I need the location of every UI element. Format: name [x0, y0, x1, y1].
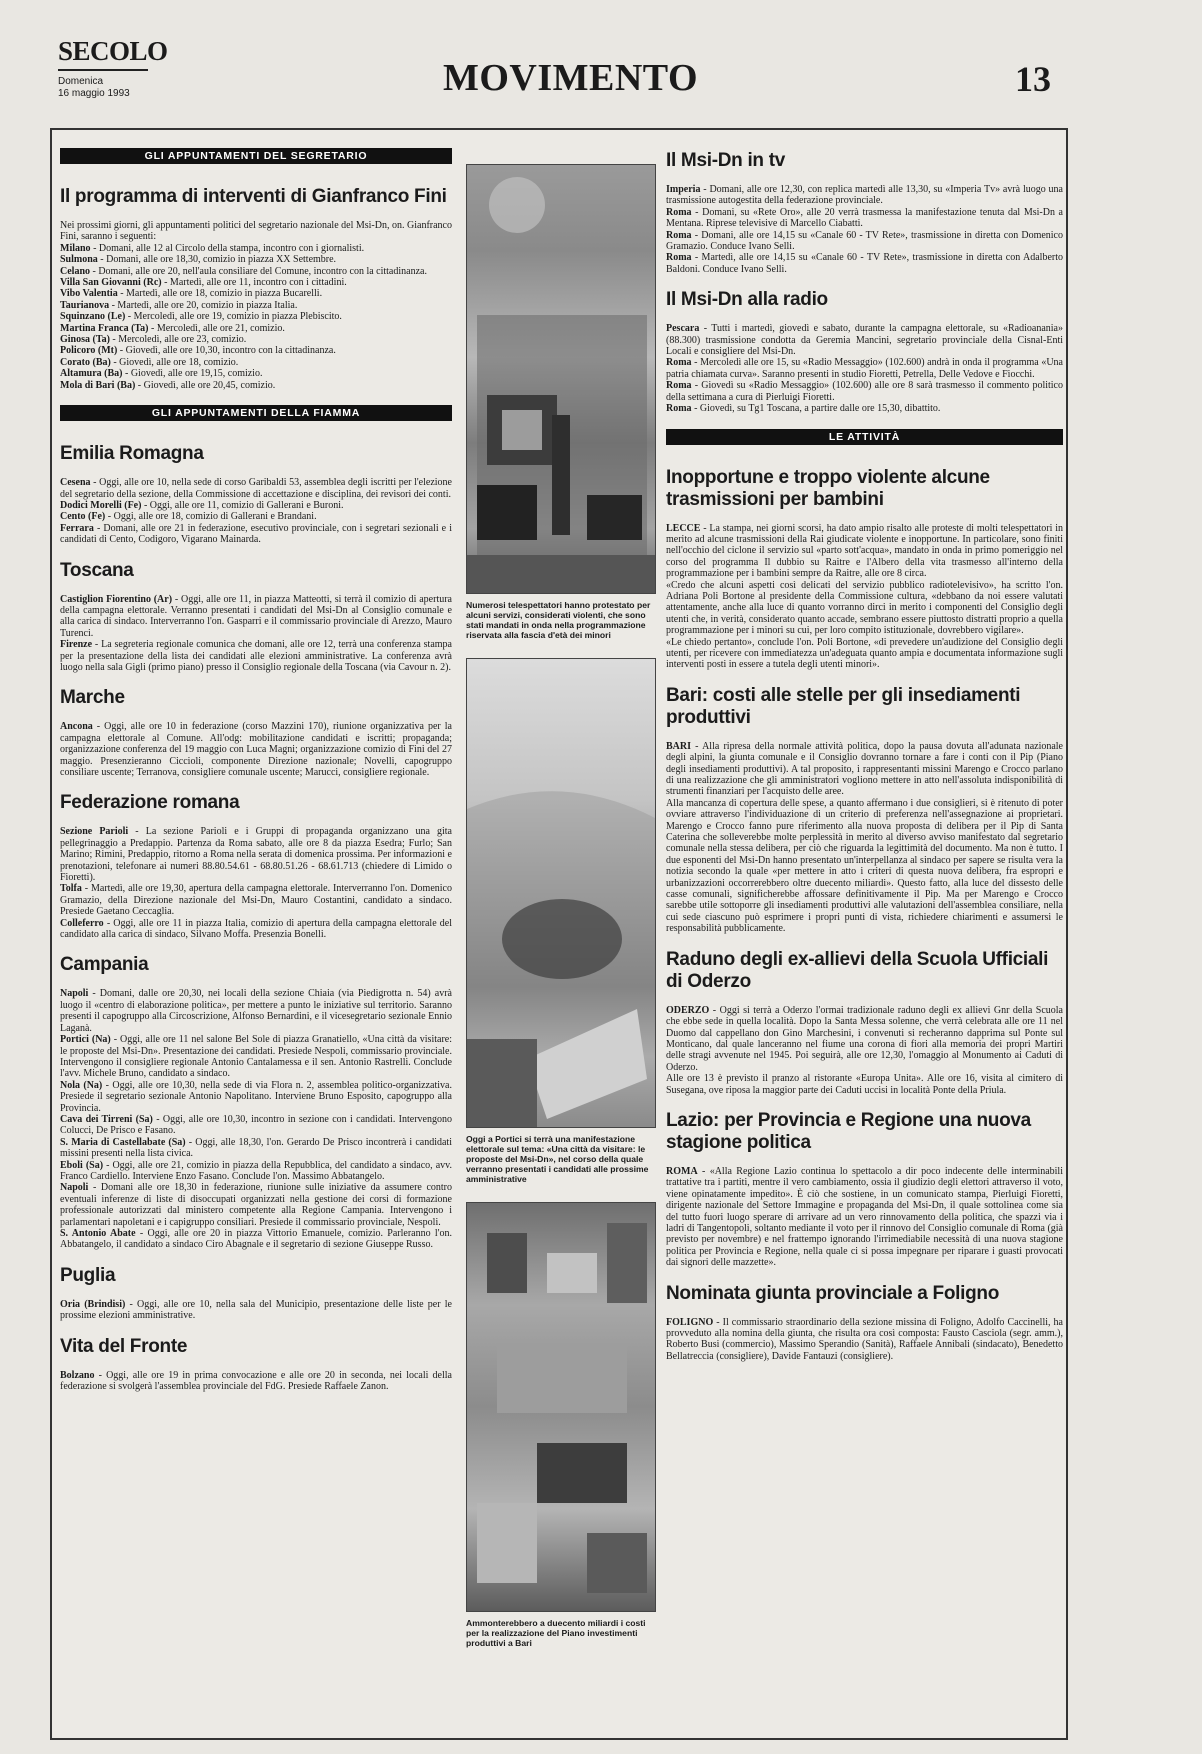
- paragraph: [666, 1073, 1063, 1096]
- paragraph-text: - Giovedì, alle ore 19,15, comizio.: [122, 368, 263, 380]
- paragraph: [60, 380, 452, 391]
- paragraph: [666, 523, 1063, 580]
- article-title: Il programma di interventi di Gianfranco Fini: [60, 186, 447, 207]
- paragraph: [60, 277, 452, 288]
- paragraph-text: - Domani alle ore 18,30 in federazione, riunione sulle iniziative da assumere contro eventuali inferenze di liste di disoccupati organizzati nella gestione dei corsi di formazione professionale autorizzati dal ministero competente alla Regione Campania. Intervengono i parlamentari napoletani e i capigruppo consiliari. Presiede il commissario provinciale, Nespoli.: [60, 1182, 452, 1228]
- tv-camera-photo: [466, 164, 656, 594]
- paragraph: [60, 357, 452, 368]
- paragraph-text: - Oggi, alle ore 19 in prima convocazione e alle ore 20 in seconda, nei locali della federazione si svolgerà l'assemblea provinciale del FdG. Presiede Raffaele Zanon.: [60, 1369, 452, 1393]
- region-heading: Federazione romana: [60, 792, 240, 814]
- paragraph-lead: Napoli: [60, 988, 89, 1000]
- region-items: [60, 1370, 452, 1393]
- paragraph-text: - Martedì, alle ore 18, comizio in piazza Bucarelli.: [117, 288, 323, 300]
- paragraph-text: «Credo che alcuni aspetti così delicati del servizio pubblico radiotelevisivo», ha scritto l'on. Adriana Poli Bortone al presidente della Commissione cultura, «debbano da noi essere valutati attentamente, anche alla luce di quanto vorranno dirci in merito i componenti del Consiglio degli utenti che, in verità, considerato quanto accade, sembrano essere piuttosto distratti proprio a quella programmazione per i minori su cui, per loro compito istituzionale, dovrebbero vigilare».: [666, 579, 1063, 637]
- paragraph: [666, 357, 1063, 380]
- paragraph-text: - Giovedì, su Tg1 Toscana, a partire dalle ore 15,30, dibattito.: [691, 403, 941, 415]
- paragraph: [60, 243, 452, 254]
- paragraph-text: - «Alla Regione Lazio continua lo spettacolo a dir poco indecente delle interminabili trattative tra i partiti, mentre il vero cambiamento, ossia il giudizio degli elettori attraverso il voto, viene opinatamente impedito». È ciò che sostiene, in un comunicato stampa, Pierluigi Fioretti, dirigente nazionale del Settore Immagine e propaganda del Msi-Dn, il quale sottolinea come sia del tutto fuori luogo sperare di arrivare ad un vero rinnovamento della politica, che spazzi via i ladri di Tangentopoli, soltanto mediante il voto per il rinnovo del Consiglio comunale di Roma (già previsto per novembre) e nel frattempo ignorando l'irrimediabile necessità di una nuova stagione politica per Provincia e Regione, nella quale ci si possa impegnare per riparare i guasti provocati dai signori delle mazzette».: [666, 1165, 1063, 1269]
- region-heading: Emilia Romagna: [60, 443, 204, 465]
- paragraph: [666, 323, 1063, 357]
- right-column: [666, 148, 1063, 1728]
- paragraph-text: Alle ore 13 è previsto il pranzo al ristorante «Europa Unita». Alle ore 16, visita al cimitero di Susegana, ove riposa la maggior parte dei Caduti uccisi in località Ponte della Priula.: [666, 1073, 1063, 1096]
- paragraph: [666, 230, 1063, 253]
- paragraph-lead: Celano: [60, 265, 90, 277]
- paragraph-lead: S. Maria di Castellabate (Sa): [60, 1136, 186, 1148]
- paragraph: [60, 988, 452, 1034]
- page-frame: [50, 128, 1068, 1740]
- paragraph: [60, 1299, 452, 1322]
- paragraph-lead: FOLIGNO: [666, 1316, 714, 1328]
- paragraph: [666, 403, 1063, 414]
- paragraph-lead: Colleferro: [60, 917, 104, 929]
- paragraph: [666, 207, 1063, 230]
- paragraph-text: - Martedì, alle ore 20, comizio in piazza Italia.: [109, 299, 298, 311]
- section-band: GLI APPUNTAMENTI DELLA FIAMMA: [60, 405, 452, 421]
- paragraph: [60, 511, 452, 522]
- region-items: [60, 477, 452, 545]
- paragraph: [666, 580, 1063, 637]
- paragraph-lead: Dodici Morelli (Fe): [60, 499, 142, 511]
- paragraph: [60, 918, 452, 941]
- paragraph: [60, 323, 452, 334]
- paragraph-text: - Giovedì, alle ore 10,30, incontro con la cittadinanza.: [117, 345, 336, 357]
- region-heading: Puglia: [60, 1264, 116, 1286]
- paragraph: [60, 334, 452, 345]
- paragraph-lead: Mola di Bari (Ba): [60, 379, 136, 391]
- photo-caption: Ammonterebbero a duecento miliardi i costi per la realizzazione del Piano investimenti produttivi a Bari: [466, 1618, 646, 1648]
- paragraph-lead: Eboli (Sa): [60, 1159, 104, 1171]
- paragraph-text: - Giovedì su «Radio Messaggio» (102.600) alle ore 8 sarà trasmesso il commento politico della settimana a cura di Pierluigi Fioretti.: [666, 380, 1063, 403]
- paragraph: [60, 523, 452, 546]
- paragraph-lead: Milano: [60, 242, 91, 254]
- masthead: [58, 36, 1058, 106]
- region-items: [60, 594, 452, 674]
- photo-caption: Oggi a Portici si terrà una manifestazione elettorale sul tema: «Una città da visitare: le proposte del Msi-Dn», nel corso della quale verranno presentati i candidati alle prossime amministrative: [466, 1134, 649, 1184]
- paragraph-lead: Altamura (Ba): [60, 368, 123, 380]
- region-items: [60, 826, 452, 940]
- paragraph-text: - Mercoledì alle ore 15, su «Radio Messaggio» (102.600) andrà in onda il programma «Una patria chiamata curva». Saranno presenti in studio Fioretti, Petrella, Delle Vedove e Fiocchi.: [666, 357, 1063, 380]
- paragraph-text: - Mercoledì, alle ore 21, comizio.: [148, 322, 285, 334]
- paragraph-lead: Ginosa (Ta): [60, 334, 110, 346]
- paragraph: [60, 477, 452, 500]
- paragraph-lead: Roma: [666, 403, 692, 415]
- paragraph: [60, 254, 452, 265]
- paragraph-text: - Oggi, alle ore 10,30, nella sede di via Flora n. 2, assemblea politico-organizzativa. Presiede il segretario sezionale Antonio Napolitano. Interviene Bruno Esposito, capogruppo alla Provincia.: [60, 1079, 452, 1114]
- paragraph: [666, 637, 1063, 671]
- paragraph-text: - Oggi, alle ore 11, in piazza Matteotti, si terrà il comizio di apertura della campagna elettorale. Verranno presentati i candidati del Msi-Dn al Consiglio comunale e alla carica di sindaco. Interverranno l'on. Gasparri e il commissario provinciale di Arezzo, Mauro Turenci.: [60, 593, 452, 639]
- paragraph: [60, 826, 452, 883]
- paragraph-lead: Villa San Giovanni (Rc): [60, 277, 162, 289]
- region-heading: Toscana: [60, 559, 134, 581]
- article-body: [666, 1166, 1063, 1269]
- article-title: Inopportune e troppo violente alcune trasmissioni per bambini: [666, 466, 990, 510]
- paragraph-lead: Oria (Brindisi): [60, 1298, 126, 1310]
- paragraph-lead: Roma: [666, 252, 692, 264]
- paragraph: [60, 1137, 452, 1160]
- paragraph-text: - Giovedì, alle ore 20,45, comizio.: [135, 379, 276, 391]
- paragraph-lead: Roma: [666, 380, 692, 392]
- paragraph-text: - Martedì, alle ore 11, incontro con i cittadini.: [161, 277, 347, 289]
- bari-aerial-image: [467, 1203, 656, 1612]
- paragraph-text: - Oggi, alle ore 11 in piazza Italia, comizio di apertura della campagna elettorale del candidato alla carica di sindaco, Silvano Moffa. Presenzia Bonelli.: [60, 917, 452, 941]
- paragraph-lead: Sezione Parioli: [60, 826, 129, 838]
- paragraph-lead: Vibo Valentia: [60, 288, 118, 300]
- paragraph-text: - Il commissario straordinario della sezione missina di Foligno, Adolfo Caccinelli, ha provveduto alla nomina della giunta, che risulta ora così composta: Fausto Casciola (segr. amm.), Roberto Busi (commercio), Massimo Sperandio (Sanità), Raffaele Annibali (sindacato), Benedetto Bellatreccia (consigliere), Davide Fantauzi (consigliere).: [666, 1316, 1063, 1362]
- paragraph: [60, 1160, 452, 1183]
- photo-column: [466, 164, 656, 1734]
- paragraph-lead: Roma: [666, 206, 692, 218]
- paragraph-text: - La segreteria regionale comunica che domani, alle ore 12, terrà una conferenza stampa per la presentazione della lista dei candidati alle elezioni amministrative. La conferenza avrà luogo nella sala Gigli (primo piano) presso il Consiglio regionale della Toscana (via Cavour n. 2).: [60, 639, 452, 673]
- article-body: [666, 184, 1063, 275]
- tv-studio-image: [467, 165, 656, 594]
- paragraph-text: - Oggi, alle ore 18, comizio di Gallerani e Brandani.: [105, 511, 317, 523]
- region-items: [60, 988, 452, 1250]
- article-body: [666, 523, 1063, 671]
- paragraph-lead: BARI: [666, 740, 692, 752]
- paragraph: [60, 311, 452, 322]
- page-number: 13: [1015, 59, 1051, 99]
- paragraph-text: - Alla ripresa della normale attività politica, dopo la pausa dovuta all'adunata nazionale degli alpini, la giunta comunale e il Consiglio dovranno tornare a fare i conti con il Pip (Piano degli insediamenti produttivi). A tal proposito, i rappresentanti missini Marengo e Crocco parlano di una realizzazione che gli amministratori vogliono mettere in atto nell'assoluta indisponibilità di strumenti finanziari per l'acquisto delle aree.: [666, 740, 1063, 798]
- paragraph-lead: Napoli: [60, 1182, 89, 1194]
- paragraph-lead: Imperia: [666, 184, 701, 195]
- section-band: LE ATTIVITÀ: [666, 429, 1063, 445]
- paragraph-lead: Cento (Fe): [60, 511, 106, 523]
- paragraph: [60, 1228, 452, 1251]
- paragraph-lead: S. Antonio Abate: [60, 1228, 136, 1239]
- article-body: [666, 741, 1063, 935]
- paragraph-lead: Pescara: [666, 323, 700, 335]
- paragraph-lead: Bolzano: [60, 1369, 95, 1381]
- paragraph: [60, 500, 452, 511]
- paragraph-text: - Martedì, alle ore 19,30, apertura della campagna elettorale. Interverranno l'on. Domenico Gramazio, della Direzione nazionale del Msi-Dn, Mauro Costantini, candidato a sindaco. Presiede Gaetano Ceccaglia.: [60, 883, 452, 918]
- paragraph: [666, 252, 1063, 275]
- paragraph-text: - Oggi, alle 18,30, l'on. Gerardo De Prisco incontrerà i candidati missini presenti nella lista civica.: [60, 1136, 452, 1160]
- paragraph-text: - Domani, alle ore 20, nell'aula consiliare del Comune, incontro con la cittadinanza.: [90, 265, 427, 277]
- paragraph: [666, 380, 1063, 403]
- paragraph-lead: Roma: [666, 357, 692, 369]
- paragraph: [60, 1080, 452, 1114]
- paragraph-text: - Oggi, alle ore 10,30, incontro in sezione con i candidati. Intervengono Colucci, De Prisco e Fasano.: [60, 1113, 452, 1137]
- paragraph: [666, 798, 1063, 935]
- paragraph-text: - Mercoledì, alle ore 19, comizio in piazza Plebiscito.: [125, 311, 342, 323]
- paragraph-text: - Domani, alle ore 21 in federazione, esecutivo provinciale, con i segretari sezionali e i candidati di Cento, Codigoro, Vigarano Mainarda.: [60, 522, 452, 546]
- paragraph: [666, 741, 1063, 798]
- paragraph: [60, 721, 452, 778]
- left-column: [60, 148, 452, 1728]
- paragraph-lead: Firenze: [60, 639, 93, 651]
- article-title: Nominata giunta provinciale a Foligno: [666, 1282, 1000, 1304]
- paragraph-text: - Domani, alle ore 14,15 su «Canale 60 - TV Rete», trasmissione in diretta con Domenico Gramazio. Conduce Ivano Selli.: [666, 229, 1063, 253]
- paragraph: [60, 1370, 452, 1393]
- paragraph: [666, 1166, 1063, 1269]
- paragraph-text: - Oggi, alle ore 10 in federazione (corso Mazzini 170), riunione organizzativa per la campagna elettorale al Comune. All'odg: mobilitazione candidati e iscritti; propaganda; organizzazione conferenza del 19 maggio con Luca Magni; organizzazione comizio di Fini del 27 maggio. Presenzieranno Ciccioli, componente Direzione nazionale; Novelli, capogruppo consiliare uscente; Terranova, consigliere comunale uscente; Marucci, consigliere regionale.: [60, 721, 452, 778]
- article-body: [60, 220, 452, 391]
- section-band: GLI APPUNTAMENTI DEL SEGRETARIO: [60, 148, 452, 164]
- paragraph: [60, 883, 452, 917]
- paragraph-text: - Martedì, alle ore 14,15 su «Canale 60 - TV Rete», trasmissione in diretta con Adalberto Baldoni. Conduce Ivano Selli.: [666, 252, 1063, 275]
- paragraph-lead: Cava dei Tirreni (Sa): [60, 1113, 153, 1125]
- paragraph-lead: LECCE: [666, 522, 701, 534]
- paragraph-lead: Ferrara: [60, 522, 94, 534]
- paragraph-lead: Cesena: [60, 477, 91, 489]
- portici-image: [467, 659, 656, 1128]
- paragraph-text: - La sezione Parioli e i Gruppi di propaganda organizzano una gita pellegrinaggio a Predappio. Partenza da Roma sabato, alle ore 8 da piazza Esedra; Furlo; San Marino; Rimini, Predappio, ritorno a Roma nella serata di domenica prossima. Per informazioni e prenotazioni, telefonare ai numeri 88.80.54.61 - 68.80.51.26 - 68.61.713 (chiedere di Limido o Fioretti).: [60, 826, 452, 884]
- photo-caption: Numerosi telespettatori hanno protestato per alcuni servizi, considerati violenti, che sono stati mandati in onda nella programmazione riservata alla fascia d'età dei minori: [466, 600, 651, 640]
- paragraph-text: - Domani, alle ore 12,30, con replica martedì alle 13,30, su «Imperia Tv» avrà luogo una trasmissione autogestita della federazione provinciale.: [666, 184, 1063, 207]
- paragraph-text: - Domani, dalle ore 20,30, nei locali della sezione Chiaia (via Piedigrotta n. 54) avrà luogo il «centro di elaborazione politica», per mettere a punto le iniziative sul territorio. Saranno presenti il capogruppo alla Circoscrizione, Alfonso Bernardini, e il vicesegretario sezionale Ennio Laganà.: [60, 988, 452, 1034]
- bari-aerial-photo: [466, 1202, 656, 1612]
- portici-photo: [466, 658, 656, 1128]
- region-heading: Vita del Fronte: [60, 1335, 188, 1357]
- paragraph: [60, 300, 452, 311]
- paragraph-text: - Mercoledì, alle ore 23, comizio.: [109, 334, 247, 346]
- paragraph-text: - Oggi, alle ore 10, nella sede di corso Garibaldi 53, assemblea degli iscritti per l'elezione del segretario della sezione, della Commissione di accettazione e disciplina, dei revisori dei conti.: [60, 477, 452, 500]
- paragraph-text: Alla mancanza di copertura delle spese, a quanto affermano i due consiglieri, si è ritenuto di poter ovviare attraverso l'individuazione di un criterio di preferenza nell'assegnazione ai proprietari. Marengo e Crocco fanno pure riferimento alla nuova proposta di delibera per il Pip di Santa Caterina che solleverebbe molte perplessità in merito al diverso avviso manifestato dal segretario comunale nella stessa delibera, per ciò che riguarda la legittimità del documento. Ma non è tutto. I due esponenti del Msi-Dn hanno presentato un'interpellanza al sindaco per sapere se risulta vera la notizia secondo la quale «per mettere in atto i criteri di questa nuova delibera, fra espropri e urbanizzazioni occorrerebbero oltre duecento miliardi». Questo fatto, alla luce del dissesto delle casse comunali, significherebbe affossare definitivamente il Pip. Ma per Marengo e Crocco sarebbe utile sottoporre gli insediamenti produttivi alle valutazioni dell'assemblea consiliare, nella cui sede ciascuno può esprimere i propri punti di vista, richiedere chiarimenti e assumersi le responsabilità pubblicamente.: [666, 797, 1063, 935]
- paragraph-lead: Castiglion Fiorentino (Ar): [60, 593, 173, 605]
- paragraph: [666, 1005, 1063, 1073]
- region-items: [60, 721, 452, 778]
- paragraph-lead: ODERZO: [666, 1004, 710, 1016]
- paragraph-text: - Oggi, alle ore 21, comizio in piazza della Repubblica, del candidato a sindaco, avv. Franco Cardiello. Interviene Enzo Fasano. Conclude l'on. Massimo Abbatangelo.: [60, 1159, 452, 1182]
- paragraph-lead: Squinzano (Le): [60, 311, 126, 323]
- paragraph-text: - Oggi, alle ore 11 nel salone Bel Sole di piazza Granatiello, «Una città da visitare: le proposte del Msi-Dn». Presentazione dei candidati. Presiede Nespoli, commissario provinciale. Intervengono il consigliere regionale Antonio Cantalamessa e il sen. Antonio Rastrelli. Conclude l'avv. Michele Bruno, candidato a sindaco.: [60, 1034, 452, 1080]
- paragraph: [60, 220, 452, 243]
- paragraph-lead: Martina Franca (Ta): [60, 322, 149, 334]
- paragraph-text: - Tutti i martedì, giovedì e sabato, durante la campagna elettorale, su «Radioanania» (88.300) trasmissione condotta da Geremia Mancini, segretario provinciale della Cisnal-Enti Locali e consigliere del Msi-Dn.: [666, 323, 1063, 358]
- region-heading: Campania: [60, 954, 149, 976]
- logo-rule: [58, 69, 148, 71]
- paragraph-lead: Tolfa: [60, 883, 82, 895]
- issue-date: 16 maggio 1993: [58, 88, 130, 99]
- paragraph-lead: Ancona: [60, 721, 93, 733]
- paragraph: [60, 639, 452, 673]
- paragraph: [60, 1034, 452, 1080]
- paragraph: [60, 345, 452, 356]
- region-heading: Marche: [60, 687, 125, 709]
- paragraph-lead: Portici (Na): [60, 1034, 111, 1046]
- paragraph: [666, 184, 1063, 207]
- paragraph-text: - Domani, alle 12 al Circolo della stampa, incontro con i giornalisti.: [90, 242, 365, 254]
- paragraph-lead: Taurianova: [60, 299, 110, 311]
- region-items: [60, 1299, 452, 1322]
- paragraph-text: - Giovedì, alle ore 18, comizio.: [110, 356, 239, 368]
- paragraph-text: - Oggi si terrà a Oderzo l'ormai tradizionale raduno degli ex allievi Gnr della Scuola che ebbe sede in quella località. Dopo la Santa Messa solenne, che verrà celebrata alle ore 11 nel Duomo dal cappellano don Gino Marchesini, i convenuti si recheranno dapprima sul Ponte sul Monticano, dal quale lanceranno nel fiume una corona di fiori alla memoria dei propri Martiri delle stragi avvenute nel 1945. Poi seguirà, alle ore 12,30, l'omaggio al Monumento ai Caduti di Oderzo.: [666, 1004, 1063, 1073]
- article-body: [666, 1005, 1063, 1096]
- paragraph: [60, 368, 452, 379]
- paragraph-lead: Sulmona: [60, 254, 98, 266]
- paragraph-lead: Policoro (Mt): [60, 345, 118, 357]
- article-title: Lazio: per Provincia e Regione una nuova stagione politica: [666, 1109, 1031, 1153]
- paragraph-text: - La stampa, nei giorni scorsi, ha dato ampio risalto alle proteste di molti telespettatori in merito ad alcune trasmissioni della Rai giudicate violente e inopportune. In particolare, sono finiti nell'occhio del ciclone il servizio sul «parto sott'acqua», mandato in onda in primo pomeriggio nel corso del programma Il dubbio su Raitre e l'Albero della vita trasmesso all'interno della programmazione per i bambini sempre da Raitre, alle ore 8 circa.: [666, 522, 1063, 580]
- paragraph-text: - Oggi, alle ore 10, nella sala del Municipio, presentazione delle liste per le prossime elezioni amministrative.: [60, 1298, 452, 1322]
- paragraph: [60, 1114, 452, 1137]
- article-title: Bari: costi alle stelle per gli insediamenti produttivi: [666, 684, 1021, 728]
- newspaper-logo: SECOLO: [58, 36, 168, 66]
- paragraph-lead: Nola (Na): [60, 1079, 103, 1091]
- paragraph: [60, 288, 452, 299]
- paragraph-lead: Roma: [666, 229, 692, 241]
- article-title: Il Msi-Dn alla radio: [666, 289, 828, 311]
- paragraph-lead: ROMA: [666, 1165, 698, 1177]
- paragraph-text: - Domani, su «Rete Oro», alle 20 verrà trasmessa la manifestazione tenuta dal Msi-Dn a Mentana. Riprese televisive di Marcello Ciabatti.: [666, 206, 1063, 230]
- paragraph: [60, 594, 452, 640]
- issue-day: Domenica: [58, 76, 104, 87]
- paragraph-text: - Domani, alle ore 18,30, comizio in piazza XX Settembre.: [97, 254, 337, 266]
- paragraph-text: Nei prossimi giorni, gli appuntamenti politici del segretario nazionale del Msi-Dn, on. Gianfranco Fini, saranno i seguenti:: [60, 220, 452, 243]
- section-title: MOVIMENTO: [443, 57, 699, 99]
- article-title: Il Msi-Dn in tv: [666, 150, 786, 171]
- article-body: [666, 323, 1063, 414]
- paragraph: [60, 266, 452, 277]
- paragraph-lead: Corato (Ba): [60, 356, 111, 368]
- article-body: [666, 1317, 1063, 1363]
- paragraph-text: - Oggi, alle ore 20 in piazza Vittorio Emanuele, comizio. Parleranno l'on. Abbatangelo, il candidato a sindaco Ciro Abagnale e il segretario di sezione Giuseppe Russo.: [60, 1228, 452, 1251]
- paragraph: [666, 1317, 1063, 1363]
- article-title: Raduno degli ex-allievi della Scuola Ufficiali di Oderzo: [666, 948, 1049, 992]
- paragraph-text: - Oggi, alle ore 11, comizio di Gallerani e Buroni.: [141, 499, 344, 511]
- paragraph-text: «Le chiedo pertanto», conclude l'on. Poli Bortone, «di prevedere un'audizione del Consiglio degli utenti, per ricevere con immediatezza un'adeguata quanto ampia e documentata informazione sugli interventi posti in essere a tutela degli utenti minori».: [666, 636, 1063, 671]
- paragraph: [60, 1182, 452, 1228]
